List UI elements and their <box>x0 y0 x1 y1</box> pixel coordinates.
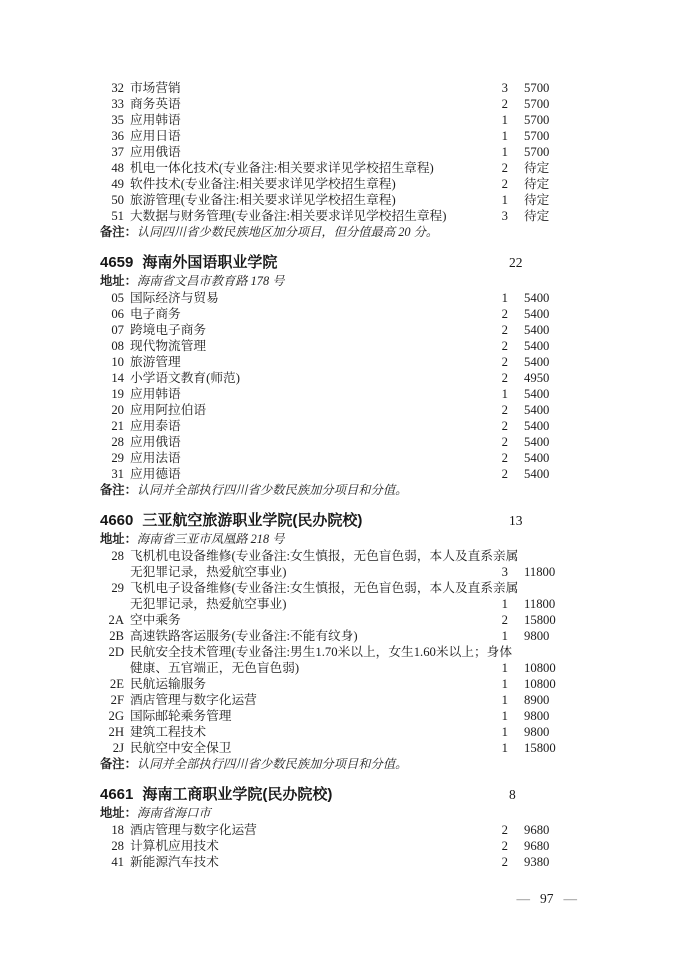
page-number: 97 <box>540 891 554 906</box>
major-name <box>130 402 488 418</box>
major-name <box>130 548 519 580</box>
major-name <box>130 450 488 466</box>
major-name <box>130 822 488 838</box>
major-fee: 9680 <box>524 839 550 853</box>
address-text: 海南省三亚市凤凰路 218 号 <box>136 532 285 546</box>
note-line <box>100 482 570 499</box>
major-quota: 1 <box>501 661 508 675</box>
major-quota: 2 <box>501 855 508 869</box>
school-header <box>100 511 570 531</box>
major-code: 37 <box>111 145 124 159</box>
major-quota: 1 <box>501 741 508 755</box>
major-name-line: 民航空中安全保卫 <box>130 741 232 755</box>
note-text: 认同四川省少数民族地区加分项目，但分值最高 20 分。 <box>136 225 439 239</box>
major-code: 49 <box>111 177 124 191</box>
major-name <box>130 208 488 224</box>
major-row <box>100 96 570 112</box>
note-line <box>100 756 570 773</box>
content <box>100 80 570 870</box>
major-quota: 2 <box>501 823 508 837</box>
major-name-line: 商务英语 <box>130 97 181 111</box>
address-label: 地址： <box>100 532 137 546</box>
major-row <box>100 612 570 628</box>
major-name-line: 应用阿拉伯语 <box>130 403 207 417</box>
school-name: 海南外国语职业学院 <box>142 254 278 271</box>
major-fee: 11800 <box>524 597 556 611</box>
major-name-line: 小学语文教育(师范) <box>130 371 240 385</box>
major-fee: 待定 <box>524 177 550 191</box>
major-row <box>100 692 570 708</box>
major-name <box>130 724 488 740</box>
major-quota: 1 <box>501 597 508 611</box>
major-name <box>130 838 488 854</box>
major-quota: 2 <box>501 307 508 321</box>
major-row <box>100 724 570 740</box>
major-quota: 2 <box>501 419 508 433</box>
major-row <box>100 128 570 144</box>
major-name <box>130 466 488 482</box>
note-text: 认同并全部执行四川省少数民族加分项目和分值。 <box>136 757 408 771</box>
major-name <box>130 708 488 724</box>
major-row <box>100 80 570 96</box>
footer-dash-left: — <box>516 891 530 906</box>
major-quota: 2 <box>501 435 508 449</box>
major-quota: 1 <box>501 387 508 401</box>
major-name <box>130 644 513 676</box>
major-name-line: 无犯罪记录，热爱航空事业) <box>130 565 287 579</box>
major-row <box>100 402 570 418</box>
school-header <box>100 785 570 805</box>
section <box>100 511 570 773</box>
major-code: 14 <box>111 371 124 385</box>
major-name-line: 民航安全技术管理(专业备注:男生1.70米以上，女生1.60米以上；身体 <box>130 645 513 659</box>
major-code: 2E <box>109 677 124 691</box>
major-row <box>100 176 570 192</box>
major-code: 19 <box>111 387 124 401</box>
major-quota: 3 <box>501 209 508 223</box>
major-code: 29 <box>111 451 124 465</box>
major-code: 05 <box>111 291 124 305</box>
major-quota: 2 <box>501 403 508 417</box>
major-name-line: 飞机电子设备维修(专业备注:女生慎报，无色盲色弱，本人及直系亲属 <box>130 581 519 595</box>
school-name: 三亚航空旅游职业学院(民办院校) <box>142 512 363 529</box>
major-fee: 10800 <box>524 677 556 691</box>
major-fee: 5400 <box>524 467 550 481</box>
major-quota: 2 <box>501 161 508 175</box>
major-code: 10 <box>111 355 124 369</box>
major-name-line: 旅游管理 <box>130 355 181 369</box>
major-row <box>100 838 570 854</box>
major-fee: 待定 <box>524 161 550 175</box>
major-name-line: 健康、五官端正，无色盲色弱) <box>130 661 300 675</box>
major-quota: 3 <box>501 81 508 95</box>
major-code: 06 <box>111 307 124 321</box>
major-row <box>100 450 570 466</box>
major-fee: 9800 <box>524 725 550 739</box>
major-fee: 5400 <box>524 291 550 305</box>
major-name-line: 新能源汽车技术 <box>130 855 219 869</box>
major-quota: 2 <box>501 97 508 111</box>
major-name-line: 计算机应用技术 <box>130 839 219 853</box>
major-code: 41 <box>111 855 124 869</box>
major-name-line: 高速铁路客运服务(专业备注:不能有纹身) <box>130 629 358 643</box>
major-fee: 9380 <box>524 855 550 869</box>
major-quota: 3 <box>501 565 508 579</box>
major-row <box>100 354 570 370</box>
major-code: 20 <box>111 403 124 417</box>
major-row <box>100 434 570 450</box>
major-fee: 5700 <box>524 97 550 111</box>
major-name-line: 现代物流管理 <box>130 339 207 353</box>
major-quota: 2 <box>501 613 508 627</box>
major-row <box>100 370 570 386</box>
major-quota: 1 <box>501 129 508 143</box>
major-quota: 2 <box>501 371 508 385</box>
major-fee: 4950 <box>524 371 550 385</box>
major-fee: 5400 <box>524 323 550 337</box>
major-row <box>100 208 570 224</box>
major-code: 51 <box>111 209 124 223</box>
major-name <box>130 612 488 628</box>
major-name-line: 酒店管理与数字化运营 <box>130 693 257 707</box>
major-row <box>100 676 570 692</box>
school-code: 4659 <box>100 254 134 271</box>
section <box>100 785 570 870</box>
major-code: 2G <box>108 709 124 723</box>
major-code: 2A <box>108 613 124 627</box>
major-quota: 2 <box>501 839 508 853</box>
major-name <box>130 144 488 160</box>
major-name <box>130 160 488 176</box>
major-code: 36 <box>111 129 124 143</box>
major-row <box>100 822 570 838</box>
major-row <box>100 192 570 208</box>
major-name-line: 应用泰语 <box>130 419 181 433</box>
major-name <box>130 370 488 386</box>
major-name-line: 国际邮轮乘务管理 <box>130 709 232 723</box>
major-quota: 2 <box>501 355 508 369</box>
major-name-line: 市场营销 <box>130 81 181 95</box>
school-code: 4661 <box>100 786 134 803</box>
major-fee: 5700 <box>524 113 550 127</box>
major-name-line: 应用韩语 <box>130 387 181 401</box>
note-text: 认同并全部执行四川省少数民族加分项目和分值。 <box>136 483 408 497</box>
major-fee: 15800 <box>524 613 556 627</box>
major-fee: 待定 <box>524 193 550 207</box>
major-quota: 1 <box>501 193 508 207</box>
major-row <box>100 144 570 160</box>
major-code: 2D <box>108 645 124 659</box>
major-quota: 2 <box>501 177 508 191</box>
major-code: 07 <box>111 323 124 337</box>
major-name <box>130 386 488 402</box>
major-quota: 1 <box>501 709 508 723</box>
major-name <box>130 434 488 450</box>
major-quota: 1 <box>501 629 508 643</box>
major-name <box>130 628 488 644</box>
page-footer <box>517 891 578 907</box>
major-name <box>130 740 488 756</box>
major-row <box>100 854 570 870</box>
major-name-line: 无犯罪记录，热爱航空事业) <box>130 597 287 611</box>
major-name <box>130 128 488 144</box>
major-fee: 5700 <box>524 129 550 143</box>
major-code: 18 <box>111 823 124 837</box>
major-quota: 1 <box>501 677 508 691</box>
major-fee: 9800 <box>524 709 550 723</box>
major-name-line: 应用俄语 <box>130 435 181 449</box>
major-row <box>100 418 570 434</box>
major-name <box>130 322 488 338</box>
major-name <box>130 692 488 708</box>
major-name <box>130 354 488 370</box>
note-label: 备注： <box>100 483 137 497</box>
major-code: 32 <box>111 81 124 95</box>
school-total-quota: 13 <box>509 513 523 528</box>
major-row <box>100 644 570 676</box>
major-code: 21 <box>111 419 124 433</box>
major-row <box>100 290 570 306</box>
major-quota: 1 <box>501 145 508 159</box>
major-name-line: 跨境电子商务 <box>130 323 207 337</box>
major-name-line: 民航运输服务 <box>130 677 207 691</box>
major-quota: 2 <box>501 323 508 337</box>
major-name-line: 大数据与财务管理(专业备注:相关要求详见学校招生章程) <box>130 209 447 223</box>
major-code: 28 <box>111 839 124 853</box>
note-label: 备注： <box>100 225 137 239</box>
major-name <box>130 854 488 870</box>
major-name-line: 国际经济与贸易 <box>130 291 219 305</box>
major-name-line: 建筑工程技术 <box>130 725 207 739</box>
major-quota: 1 <box>501 725 508 739</box>
major-name-line: 应用法语 <box>130 451 181 465</box>
major-name <box>130 96 488 112</box>
major-fee: 15800 <box>524 741 556 755</box>
major-code: 35 <box>111 113 124 127</box>
major-row <box>100 338 570 354</box>
major-quota: 1 <box>501 291 508 305</box>
major-row <box>100 322 570 338</box>
major-fee: 5400 <box>524 355 550 369</box>
major-row <box>100 548 570 580</box>
major-code: 2F <box>110 693 124 707</box>
school-header <box>100 253 570 273</box>
major-fee: 8900 <box>524 693 550 707</box>
major-code: 2H <box>108 725 124 739</box>
major-fee: 5400 <box>524 403 550 417</box>
major-row <box>100 708 570 724</box>
major-code: 29 <box>111 581 124 595</box>
major-name <box>130 80 488 96</box>
address-label: 地址： <box>100 274 137 288</box>
major-name-line: 应用德语 <box>130 467 181 481</box>
major-name <box>130 418 488 434</box>
address-line <box>100 273 570 290</box>
major-fee: 5400 <box>524 451 550 465</box>
major-code: 28 <box>111 549 124 563</box>
address-label: 地址： <box>100 806 137 820</box>
major-name <box>130 338 488 354</box>
major-code: 50 <box>111 193 124 207</box>
major-code: 31 <box>111 467 124 481</box>
major-name <box>130 306 488 322</box>
major-fee: 待定 <box>524 209 550 223</box>
school-total-quota: 22 <box>509 255 523 270</box>
major-row <box>100 386 570 402</box>
school-total-quota: 8 <box>509 787 516 802</box>
major-name-line: 酒店管理与数字化运营 <box>130 823 257 837</box>
major-name-line: 软件技术(专业备注:相关要求详见学校招生章程) <box>130 177 396 191</box>
school-code: 4660 <box>100 512 134 529</box>
major-name-line: 应用俄语 <box>130 145 181 159</box>
major-name <box>130 676 488 692</box>
address-text: 海南省文昌市教育路 178 号 <box>136 274 285 288</box>
major-quota: 2 <box>501 467 508 481</box>
major-row <box>100 466 570 482</box>
section <box>100 80 570 241</box>
major-code: 08 <box>111 339 124 353</box>
major-fee: 5400 <box>524 435 550 449</box>
major-fee: 10800 <box>524 661 556 675</box>
major-name <box>130 580 519 612</box>
note-label: 备注： <box>100 757 137 771</box>
major-fee: 9680 <box>524 823 550 837</box>
major-row <box>100 580 570 612</box>
major-name-line: 空中乘务 <box>130 613 181 627</box>
address-line <box>100 531 570 548</box>
address-line <box>100 805 570 822</box>
major-fee: 5400 <box>524 387 550 401</box>
major-code: 28 <box>111 435 124 449</box>
note-line <box>100 224 570 241</box>
major-quota: 1 <box>501 693 508 707</box>
major-quota: 2 <box>501 339 508 353</box>
major-code: 48 <box>111 161 124 175</box>
major-name-line: 应用韩语 <box>130 113 181 127</box>
major-fee: 11800 <box>524 565 556 579</box>
major-name-line: 飞机机电设备维修(专业备注:女生慎报，无色盲色弱，本人及直系亲属 <box>130 549 519 563</box>
major-fee: 5400 <box>524 339 550 353</box>
school-name: 海南工商职业学院(民办院校) <box>142 786 333 803</box>
major-row <box>100 112 570 128</box>
major-name <box>130 290 488 306</box>
major-fee: 9800 <box>524 629 550 643</box>
major-fee: 5700 <box>524 81 550 95</box>
major-name-line: 电子商务 <box>130 307 181 321</box>
major-code: 2B <box>109 629 124 643</box>
footer-dash-right: — <box>563 891 577 906</box>
major-row <box>100 740 570 756</box>
major-fee: 5400 <box>524 419 550 433</box>
major-name-line: 应用日语 <box>130 129 181 143</box>
major-name <box>130 176 488 192</box>
major-fee: 5700 <box>524 145 550 159</box>
section <box>100 253 570 499</box>
major-quota: 2 <box>501 451 508 465</box>
major-name-line: 旅游管理(专业备注:相关要求详见学校招生章程) <box>130 193 396 207</box>
major-code: 2J <box>112 741 124 755</box>
major-name <box>130 192 488 208</box>
major-name-line: 机电一体化技术(专业备注:相关要求详见学校招生章程) <box>130 161 434 175</box>
major-row <box>100 628 570 644</box>
major-row <box>100 306 570 322</box>
address-text: 海南省海口市 <box>136 806 211 820</box>
major-quota: 1 <box>501 113 508 127</box>
major-row <box>100 160 570 176</box>
major-fee: 5400 <box>524 307 550 321</box>
major-name <box>130 112 488 128</box>
major-code: 33 <box>111 97 124 111</box>
